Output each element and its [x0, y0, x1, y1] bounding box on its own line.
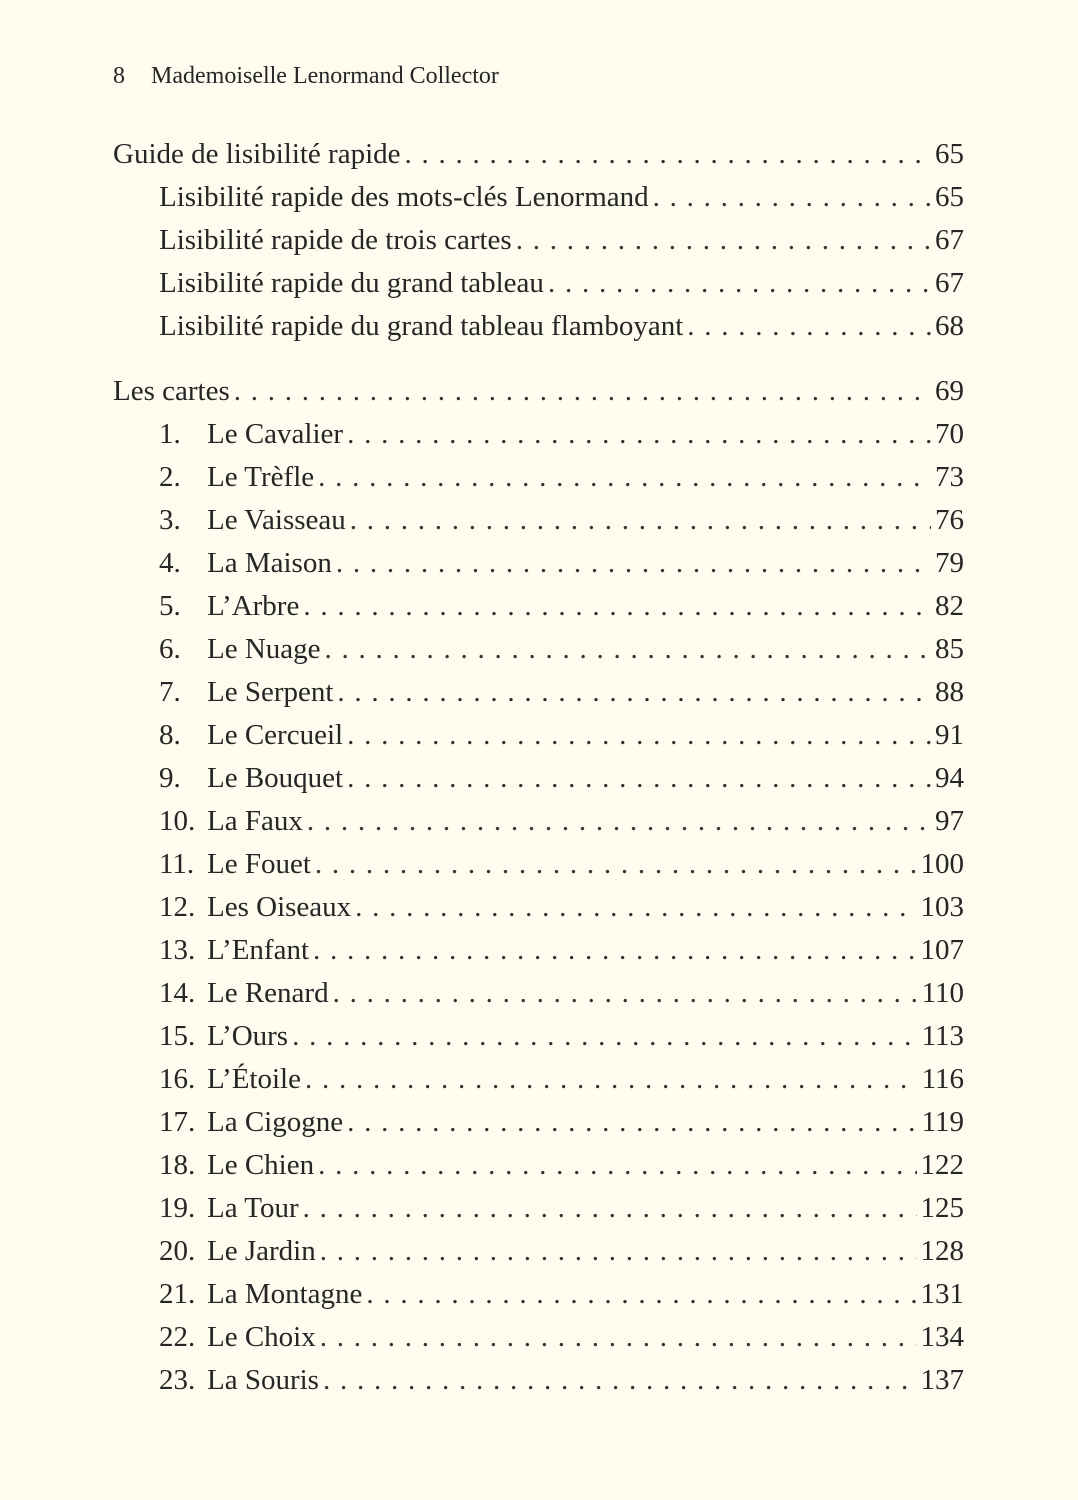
toc-entry-number: 11.	[159, 848, 195, 880]
toc-page-number: 122	[920, 1149, 964, 1181]
toc-entry[interactable]	[113, 886, 964, 929]
toc-entry-number: 10.	[159, 805, 196, 837]
toc-entry[interactable]	[113, 499, 964, 542]
toc-page-number: 70	[935, 418, 964, 450]
toc-entry[interactable]	[113, 1230, 964, 1273]
dot-leader	[366, 1273, 916, 1316]
dot-leader	[653, 176, 931, 219]
toc-entry[interactable]	[113, 843, 964, 886]
book-title: Mademoiselle Lenormand Collector	[151, 63, 499, 89]
toc-entry-title: Lisibilité rapide des mots-clés Lenormand	[159, 181, 649, 213]
toc-entry-number: 19.	[159, 1192, 196, 1224]
toc-entry[interactable]	[113, 585, 964, 628]
toc-entry-number: 22.	[159, 1321, 196, 1353]
dot-leader	[292, 1015, 917, 1058]
toc-page-number: 91	[935, 719, 964, 751]
dot-leader	[320, 1316, 917, 1359]
toc-entry-title: La Montagne	[207, 1278, 363, 1310]
toc-page-number: 79	[935, 547, 964, 579]
toc-entry-number: 16.	[159, 1063, 196, 1095]
dot-leader	[315, 843, 917, 886]
toc-section-title: Guide de lisibilité rapide	[113, 138, 401, 170]
toc-entry-number: 18.	[159, 1149, 196, 1181]
toc-entry-title: Lisibilité rapide du grand tableau	[159, 267, 544, 299]
toc-entry[interactable]	[113, 1187, 964, 1230]
toc-entry-number: 21.	[159, 1278, 196, 1310]
dot-leader	[548, 262, 931, 305]
toc-entry-title: Le Jardin	[207, 1235, 316, 1267]
toc-entry-number: 14.	[159, 977, 196, 1009]
dot-leader	[318, 1144, 916, 1187]
toc-entry-number: 12.	[159, 891, 196, 923]
toc-entry[interactable]	[113, 800, 964, 843]
toc-entry-title: La Souris	[207, 1364, 319, 1396]
toc-entry-title: Le Cercueil	[207, 719, 344, 751]
toc-entry[interactable]	[113, 714, 964, 757]
toc-entry-title: Le Cavalier	[207, 418, 344, 450]
toc-entry-number: 17.	[159, 1106, 196, 1138]
toc-entry-number: 20.	[159, 1235, 196, 1267]
toc-entry[interactable]	[113, 671, 964, 714]
dot-leader	[305, 1058, 918, 1101]
toc-entry-title: L’Arbre	[207, 590, 300, 622]
dot-leader	[347, 757, 931, 800]
toc-entry[interactable]	[113, 1273, 964, 1316]
dot-leader	[318, 456, 931, 499]
toc-page-number: 134	[920, 1321, 964, 1353]
toc-entry[interactable]	[113, 1144, 964, 1187]
toc-section-heading[interactable]	[113, 133, 964, 176]
toc-page-number: 65	[935, 138, 964, 170]
toc-page-number: 107	[920, 934, 964, 966]
toc-page-number: 65	[935, 181, 964, 213]
toc-page-number: 116	[921, 1063, 964, 1095]
dot-leader	[323, 1359, 917, 1402]
toc-entry[interactable]	[113, 413, 964, 456]
toc-entry[interactable]	[113, 1316, 964, 1359]
toc-page-number: 69	[935, 375, 964, 407]
toc-entry-number: 15.	[159, 1020, 196, 1052]
toc-entry-title: L’Enfant	[207, 934, 310, 966]
toc-entry-number: 6.	[159, 633, 181, 665]
toc-entry-title: Le Renard	[207, 977, 329, 1009]
toc-entry-title: La Maison	[207, 547, 332, 579]
toc-entry[interactable]	[113, 1101, 964, 1144]
toc-entry[interactable]	[113, 972, 964, 1015]
toc-entry[interactable]	[113, 542, 964, 585]
toc-page-number: 110	[921, 977, 964, 1009]
toc-entry[interactable]	[113, 456, 964, 499]
toc-entry-title: Le Serpent	[207, 676, 334, 708]
dot-leader	[303, 585, 931, 628]
toc-page-number: 68	[935, 310, 964, 342]
toc-entry[interactable]	[113, 262, 964, 305]
toc-page-number: 119	[921, 1106, 964, 1138]
toc-page-number: 131	[920, 1278, 964, 1310]
dot-leader	[325, 628, 931, 671]
running-head	[113, 60, 499, 92]
toc-entry-title: La Tour	[207, 1192, 299, 1224]
toc-entry[interactable]	[113, 219, 964, 262]
toc-page-number: 76	[935, 504, 964, 536]
toc-entry-number: 8.	[159, 719, 181, 751]
toc-page-number: 94	[935, 762, 964, 794]
toc-entry[interactable]	[113, 628, 964, 671]
dot-leader	[405, 133, 931, 176]
toc-entry-number: 3.	[159, 504, 181, 536]
toc-section-title: Les cartes	[113, 375, 230, 407]
page-number: 8	[113, 63, 125, 89]
toc-entry-number: 2.	[159, 461, 181, 493]
toc-entry-title: Le Choix	[207, 1321, 316, 1353]
toc-entry-title: Le Nuage	[207, 633, 321, 665]
toc-page-number: 67	[935, 267, 964, 299]
toc-entry[interactable]	[113, 305, 964, 348]
toc-entry-title: Lisibilité rapide du grand tableau flamboyant	[159, 310, 684, 342]
dot-leader	[303, 1187, 917, 1230]
toc-page-number: 100	[920, 848, 964, 880]
toc-page-number: 113	[921, 1020, 964, 1052]
toc-page-number: 125	[920, 1192, 964, 1224]
dot-leader	[313, 929, 916, 972]
toc-entry[interactable]	[113, 929, 964, 972]
dot-leader	[337, 671, 931, 714]
toc-entry-title: Le Bouquet	[207, 762, 344, 794]
toc-entry-number: 5.	[159, 590, 181, 622]
toc-entry-title: L’Ours	[207, 1020, 289, 1052]
toc-page-number: 88	[935, 676, 964, 708]
dot-leader	[336, 542, 931, 585]
toc-entry-title: La Cigogne	[207, 1106, 344, 1138]
dot-leader	[347, 714, 931, 757]
toc-entry-title: Le Chien	[207, 1149, 315, 1181]
table-of-contents	[113, 133, 964, 1402]
toc-page-number: 82	[935, 590, 964, 622]
toc-entry-number: 7.	[159, 676, 181, 708]
toc-entry-number: 4.	[159, 547, 181, 579]
dot-leader	[333, 972, 918, 1015]
dot-leader	[687, 305, 931, 348]
dot-leader	[355, 886, 916, 929]
dot-leader	[347, 413, 931, 456]
toc-entry[interactable]	[113, 176, 964, 219]
toc-entry-title: Les Oiseaux	[207, 891, 352, 923]
toc-entry-number: 1.	[159, 418, 181, 450]
dot-leader	[320, 1230, 917, 1273]
toc-entry-number: 9.	[159, 762, 181, 794]
toc-entry[interactable]	[113, 1015, 964, 1058]
toc-entry-number: 13.	[159, 934, 196, 966]
toc-section-heading[interactable]	[113, 370, 964, 413]
toc-entry-title: Le Trèfle	[207, 461, 315, 493]
toc-entry-title: La Faux	[207, 805, 303, 837]
dot-leader	[516, 219, 931, 262]
toc-entry[interactable]	[113, 1058, 964, 1101]
cards-list	[113, 413, 964, 1402]
dot-leader	[307, 800, 931, 843]
toc-page-number: 67	[935, 224, 964, 256]
toc-page-number: 97	[935, 805, 964, 837]
dot-leader	[350, 499, 931, 542]
toc-page-number: 85	[935, 633, 964, 665]
toc-entry-number: 23.	[159, 1364, 196, 1396]
toc-entry-title: Le Vaisseau	[207, 504, 346, 536]
dot-leader	[234, 370, 931, 413]
toc-entry[interactable]	[113, 1359, 964, 1402]
toc-entry-title: L’Étoile	[207, 1063, 301, 1095]
toc-page-number: 137	[920, 1364, 964, 1396]
toc-entry-title: Lisibilité rapide de trois cartes	[159, 224, 512, 256]
toc-page-number: 128	[920, 1235, 964, 1267]
toc-page-number: 103	[920, 891, 964, 923]
toc-page-number: 73	[935, 461, 964, 493]
toc-entry-title: Le Fouet	[207, 848, 311, 880]
dot-leader	[347, 1101, 917, 1144]
toc-entry[interactable]	[113, 757, 964, 800]
